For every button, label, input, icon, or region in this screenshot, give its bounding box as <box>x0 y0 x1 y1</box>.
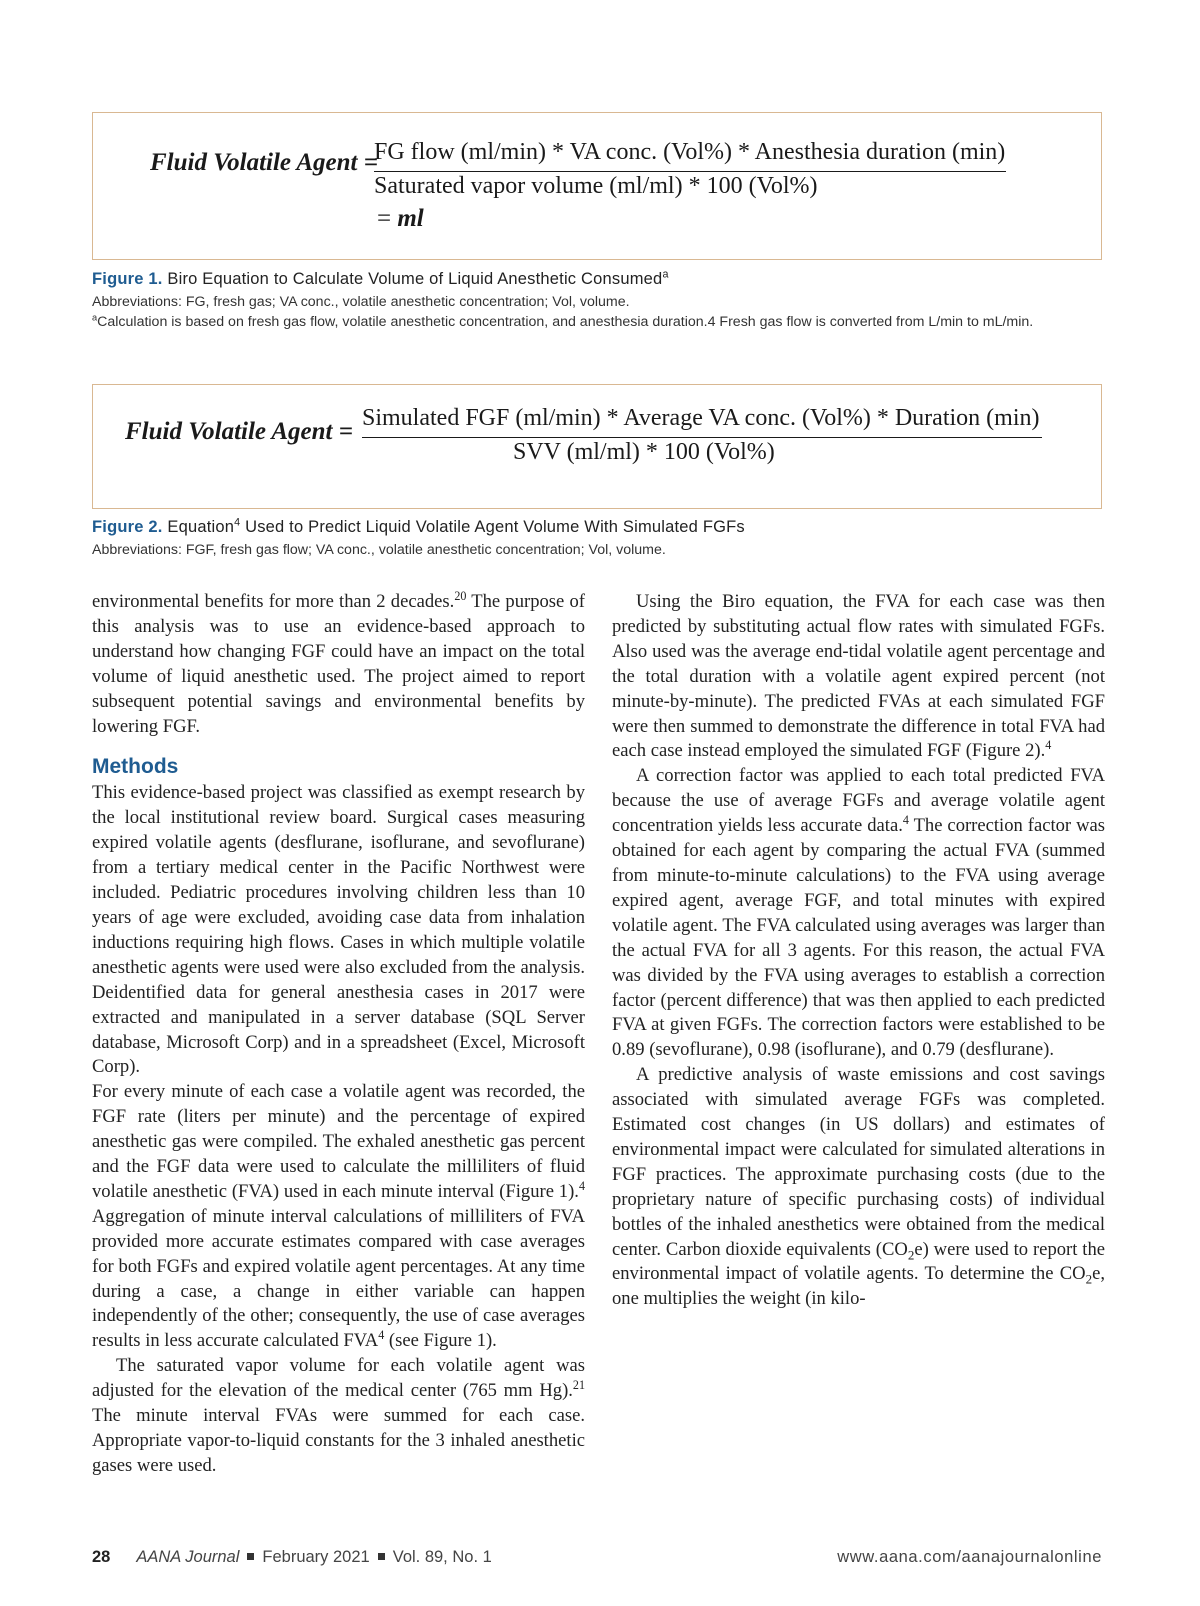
citation-21: 21 <box>572 1378 585 1392</box>
figure-1-label: Figure 1. <box>92 270 163 288</box>
methods-p2-text-c: (see Figure 1). <box>384 1330 497 1352</box>
figure-1-footnote-text: Calculation is based on fresh gas flow, volatile anesthetic concentration, and anesthesia duration.4 Fresh gas flow is converted from L/min to mL/min. <box>97 314 1034 330</box>
methods-p6-text-c: e, one multiplies the weight (in kilo- <box>612 1263 1105 1310</box>
methods-paragraph-4 <box>612 590 1105 764</box>
figure-2-equation-box <box>92 384 1102 509</box>
methods-paragraph-5 <box>612 764 1105 1063</box>
methods-p5-text-a: A correction factor was applied to each total predicted FVA because the use of average FGFs and average volatile agent concentration yields less accurate data. <box>612 765 1105 837</box>
figure-1-caption <box>92 270 1112 332</box>
right-column <box>612 590 1105 1312</box>
figure-2-equation-denominator: SVV (ml/ml) * 100 (Vol%) <box>513 439 775 465</box>
figure-1-abbreviations: Abbreviations: FG, fresh gas; VA conc., volatile anesthetic concentration; Vol, volume. <box>92 294 630 310</box>
citation-20: 20 <box>454 588 467 603</box>
intro-paragraph-end <box>92 590 585 739</box>
figure-2-equation-numerator: Simulated FGF (ml/min) * Average VA conc. (Vol%) * Duration (min) <box>362 405 1040 431</box>
figure-2-abbreviations: Abbreviations: FGF, fresh gas flow; VA conc., volatile anesthetic concentration; Vol, volume. <box>92 542 666 558</box>
figure-1-equation-denominator: Saturated vapor volume (ml/ml) * 100 (Vol%) <box>374 173 818 199</box>
figure-2-title-pre: Equation <box>167 518 235 536</box>
figure-1-title: Biro Equation to Calculate Volume of Liquid Anesthetic Consumed <box>167 270 663 288</box>
figure-1-equation-lhs: Fluid Volatile Agent = <box>150 149 378 176</box>
methods-heading: Methods <box>92 755 179 779</box>
figure-2-caption <box>92 518 1112 560</box>
volume-issue: Vol. 89, No. 1 <box>392 1548 492 1566</box>
subscript-2a: 2 <box>907 1247 915 1263</box>
separator-square-icon <box>378 1553 385 1560</box>
methods-p4-text: Using the Biro equation, the FVA for each case was then predicted by substituting actual flow rates with simulated FGFs. Also used was the average end-tidal volatile agent percentage and the total duration with a volatile agent expired percent (not minute-by-minute). The predicted FVAs at each simulated FGF were then summed to demonstrate the difference in total FVA had each case instead employed the simulated FGF (Figure 2). <box>612 591 1105 762</box>
figure-1-caption-title-line <box>92 270 1112 289</box>
figure-2-label: Figure 2. <box>92 518 163 536</box>
subscript-2b: 2 <box>1085 1272 1093 1288</box>
methods-p3-text: The saturated vapor volume for each volatile agent was adjusted for the elevation of the medical center (765 mm Hg). <box>92 1355 585 1402</box>
figure-2-title-citation: 4 <box>234 516 241 529</box>
figure-1-title-footnote-mark: a <box>662 268 669 281</box>
citation-4d: 4 <box>902 812 909 827</box>
figure-2-fraction-bar <box>362 437 1042 438</box>
journal-url[interactable]: www.aana.com/aanajournalonline <box>837 1548 1102 1566</box>
page-number: 28 <box>92 1548 111 1566</box>
separator-square-icon <box>247 1553 254 1560</box>
figure-1-equation-box <box>92 112 1102 260</box>
methods-paragraph-6 <box>612 1063 1105 1312</box>
citation-4b: 4 <box>378 1328 385 1343</box>
citation-4c: 4 <box>1045 738 1052 753</box>
methods-p6-text-b: e) were used to report the environmental impact of volatile agents. To determine the CO <box>612 1238 1105 1285</box>
intro-text: environmental benefits for more than 2 decades. <box>92 591 455 612</box>
methods-paragraph-2 <box>92 1080 585 1354</box>
methods-paragraph-3 <box>92 1354 585 1479</box>
figure-1-fraction-bar <box>374 171 1006 172</box>
methods-p5-text-b: The correction factor was obtained for each agent by comparing the actual FVA (summed from minute-to-minute calculations) to the FVA using average expired agent, average FGF, and total minutes with expired volatile agent. The FVA calculated using averages was larger than the actual FVA for all 3 agents. For this reason, the actual FVA was divided by the FVA using averages to establish a correction factor (percent difference) that was then applied to each predicted FVA at given FGFs. The correction factors were established to be 0.89 (sevoflurane), 0.98 (isoflurane), and 0.79 (desflurane). <box>612 815 1105 1061</box>
figure-2-caption-title-line <box>92 518 1112 537</box>
journal-name: AANA Journal <box>136 1548 240 1566</box>
citation-4a: 4 <box>578 1178 585 1193</box>
methods-p6-text-a: A predictive analysis of waste emissions and cost savings associated with simulated average FGFs was completed. Estimated cost changes (in US dollars) and estimates of environmental impact were calculated for simulated alterations in FGF practices. The approximate purchasing costs (due to the proprietary nature of specific purchasing costs) of individual bottles of the inhaled anesthetics were obtained from the medical center. Carbon dioxide equivalents (CO <box>612 1064 1105 1260</box>
issue-date: February 2021 <box>262 1548 370 1566</box>
figure-2-equation-lhs: Fluid Volatile Agent = <box>125 418 353 445</box>
figure-1-footnote <box>92 312 1082 332</box>
intro-text-rest: The purpose of this analysis was to use an evidence-based approach to understand how changing FGF could have an impact on the total volume of liquid anesthetic used. The project aimed to report subsequent potential savings and environmental benefits by lowering FGF. <box>92 591 585 737</box>
figure-1-equation-result <box>377 205 424 233</box>
figure-1-footnote-mark: a <box>92 312 98 323</box>
methods-p2-text-b: Aggregation of minute interval calculations of milliliters of FVA provided more accurate estimates compared with case averages for both FGFs and expired volatile agent percentages. At any time during a case, a change in either variable can happen independently of the other; consequently, the use of case averages results in less accurate calculated FVA <box>92 1205 585 1352</box>
figure-2-title-post: Used to Predict Liquid Volatile Agent Volume With Simulated FGFs <box>240 518 745 536</box>
methods-p3-text-rest: The minute interval FVAs were summed for each case. Appropriate vapor-to-liquid constants for the 3 inhaled anesthetic gases were used. <box>92 1405 585 1476</box>
page-footer-left <box>92 1548 492 1567</box>
methods-p2-text-a: For every minute of each case a volatile agent was recorded, the FGF rate (liters per minute) and the percentage of expired anesthetic gas were compiled. The exhaled anesthetic gas percent and the FGF data were used to calculate the milliliters of fluid volatile anesthetic (FVA) used in each minute interval (Figure 1). <box>92 1081 585 1202</box>
figure-1-result-sign: = <box>377 205 392 232</box>
figure-1-result-unit: ml <box>397 205 424 232</box>
left-column <box>92 590 585 1479</box>
methods-paragraph-1: This evidence-based project was classified as exempt research by the local institutional review board. Surgical cases measuring expired volatile agents (desflurane, isoflurane, and sevoflurane) from a tertiary medical center in the Pacific Northwest were included. Pediatric procedures involving children less than 10 years of age were excluded, avoiding case data from inhalation inductions requiring high flows. Cases in which multiple volatile anesthetic agents were used were also excluded from the analysis. Deidentified data for general anesthesia cases in 2017 were extracted and manipulated in a server database (SQL Server database, Microsoft Corp) and in a spreadsheet (Excel, Microsoft Corp). <box>92 782 585 1078</box>
figure-1-equation-numerator: FG flow (ml/min) * VA conc. (Vol%) * Anesthesia duration (min) <box>374 139 1006 165</box>
